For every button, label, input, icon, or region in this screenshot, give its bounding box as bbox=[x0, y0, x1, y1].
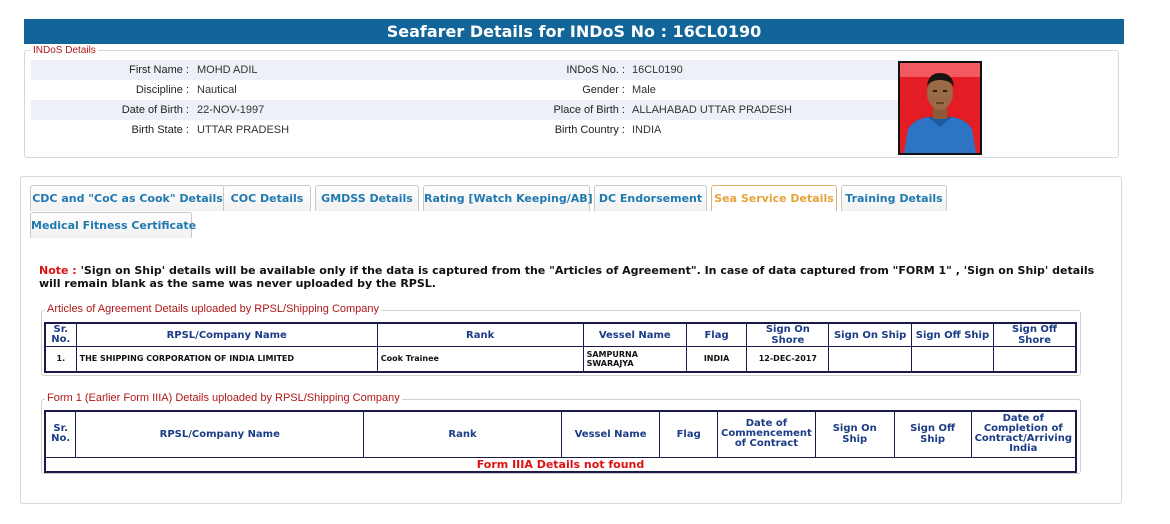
tab-medical-fitness-certificate[interactable] bbox=[30, 212, 197, 238]
tab-coc-details[interactable] bbox=[223, 185, 311, 211]
col-sr-no: Sr. No. bbox=[45, 323, 76, 347]
col-rank: Rank bbox=[364, 411, 562, 457]
tab-label: DC Endorsement bbox=[598, 192, 703, 205]
articles-legend: Articles of Agreement Details uploaded by RPSL/Shipping Company bbox=[47, 303, 380, 315]
cell-sign-off-shore bbox=[994, 347, 1076, 372]
indos-row-first-name bbox=[31, 60, 899, 80]
cell-sign-off-ship bbox=[911, 347, 993, 372]
indos-row-birth-state bbox=[31, 120, 899, 140]
form1-header-row bbox=[45, 411, 1076, 457]
gender-label: Gender : bbox=[582, 84, 625, 96]
seafarer-photo bbox=[898, 61, 982, 155]
cell-vessel: SAMPURNA SWARAJYA bbox=[583, 347, 686, 372]
tab-rating-watch-keeping[interactable] bbox=[423, 185, 593, 211]
articles-of-agreement-section bbox=[41, 303, 1081, 376]
tab-cdc-coc-cook[interactable] bbox=[30, 185, 225, 211]
table-row bbox=[45, 347, 1076, 372]
col-flag: Flag bbox=[686, 323, 746, 347]
form1-table bbox=[44, 410, 1077, 473]
col-sign-on-shore: Sign On Shore bbox=[747, 323, 829, 347]
place-of-birth-label: Place of Birth : bbox=[553, 104, 625, 116]
col-sr-no: Sr. No. bbox=[45, 411, 76, 457]
birth-country-value: INDIA bbox=[632, 124, 662, 136]
birth-state-label: Birth State : bbox=[131, 124, 189, 136]
form1-section bbox=[41, 392, 1081, 474]
form1-empty-row bbox=[45, 457, 1076, 472]
tab-label: Sea Service Details bbox=[714, 192, 834, 205]
note-label: Note : bbox=[39, 264, 77, 277]
col-vessel-name: Vessel Name bbox=[561, 411, 659, 457]
col-rank: Rank bbox=[377, 323, 583, 347]
indos-no-label: INDoS No. : bbox=[566, 64, 625, 76]
place-of-birth-value: ALLAHABAD UTTAR PRADESH bbox=[632, 104, 792, 116]
birth-country-label: Birth Country : bbox=[554, 124, 625, 136]
form1-legend: Form 1 (Earlier Form IIIA) Details uploaded by RPSL/Shipping Company bbox=[47, 392, 400, 404]
tab-label: COC Details bbox=[230, 192, 304, 205]
tab-label: Medical Fitness Certificate bbox=[31, 219, 197, 232]
birth-state-value: UTTAR PRADESH bbox=[197, 124, 290, 136]
col-sign-on-ship: Sign On Ship bbox=[829, 323, 911, 347]
indos-row-date-of-birth bbox=[31, 100, 899, 120]
indos-row-discipline bbox=[31, 80, 899, 100]
no-records-message: Form IIIA Details not found bbox=[45, 457, 1076, 472]
col-company-name: RPSL/Company Name bbox=[76, 411, 364, 457]
person-photo-icon bbox=[900, 63, 980, 153]
col-flag: Flag bbox=[660, 411, 718, 457]
indos-details-section bbox=[24, 45, 1119, 158]
tab-label: Rating [Watch Keeping/AB] bbox=[424, 192, 593, 205]
page-title-banner bbox=[24, 19, 1124, 44]
cell-flag: INDIA bbox=[686, 347, 746, 372]
details-tabs-panel bbox=[20, 176, 1122, 504]
gender-value: Male bbox=[632, 84, 656, 96]
sign-on-ship-note bbox=[39, 264, 1099, 290]
tab-label: Training Details bbox=[845, 192, 943, 205]
cell-rank: Cook Trainee bbox=[377, 347, 583, 372]
tab-training-details[interactable] bbox=[841, 185, 947, 211]
col-company-name: RPSL/Company Name bbox=[76, 323, 377, 347]
col-vessel-name: Vessel Name bbox=[583, 323, 686, 347]
articles-header-row bbox=[45, 323, 1076, 347]
col-sign-on-ship: Sign On Ship bbox=[815, 411, 894, 457]
indos-no-value: 16CL0190 bbox=[632, 64, 683, 76]
articles-table bbox=[44, 322, 1077, 373]
cell-sr: 1. bbox=[45, 347, 76, 372]
col-sign-off-shore: Sign Off Shore bbox=[994, 323, 1076, 347]
tab-sea-service-details[interactable] bbox=[711, 185, 837, 211]
first-name-label: First Name : bbox=[129, 64, 189, 76]
cell-sign-on-ship bbox=[829, 347, 911, 372]
tab-label: CDC and "CoC as Cook" Details bbox=[32, 192, 223, 205]
page-title: Seafarer Details for INDoS No : 16CL0190 bbox=[386, 22, 762, 41]
date-of-birth-value: 22-NOV-1997 bbox=[197, 104, 265, 116]
tab-label: GMDSS Details bbox=[321, 192, 413, 205]
col-date-of-completion: Date of Completion of Contract/Arriving India bbox=[971, 411, 1076, 457]
indos-details-legend: INDoS Details bbox=[33, 45, 96, 56]
tab-dc-endorsement[interactable] bbox=[594, 185, 707, 211]
note-text: 'Sign on Ship' details will be available only if the data is captured from the "Articles of Agreement". In case of data captured from "FORM 1" , 'Sign on Ship' details will remain blank as the same was never uploaded by the RPSL. bbox=[39, 264, 1095, 290]
col-date-of-commencement: Date of Commencement of Contract bbox=[718, 411, 816, 457]
discipline-label: Discipline : bbox=[135, 84, 189, 96]
first-name-value: MOHD ADIL bbox=[197, 64, 258, 76]
col-sign-off-ship: Sign Off Ship bbox=[894, 411, 971, 457]
discipline-value: Nautical bbox=[197, 84, 237, 96]
tab-gmdss-details[interactable] bbox=[315, 185, 419, 211]
col-sign-off-ship: Sign Off Ship bbox=[911, 323, 993, 347]
cell-sign-on-shore: 12-DEC-2017 bbox=[747, 347, 829, 372]
cell-company: THE SHIPPING CORPORATION OF INDIA LIMITED bbox=[76, 347, 377, 372]
date-of-birth-label: Date of Birth : bbox=[121, 104, 189, 116]
